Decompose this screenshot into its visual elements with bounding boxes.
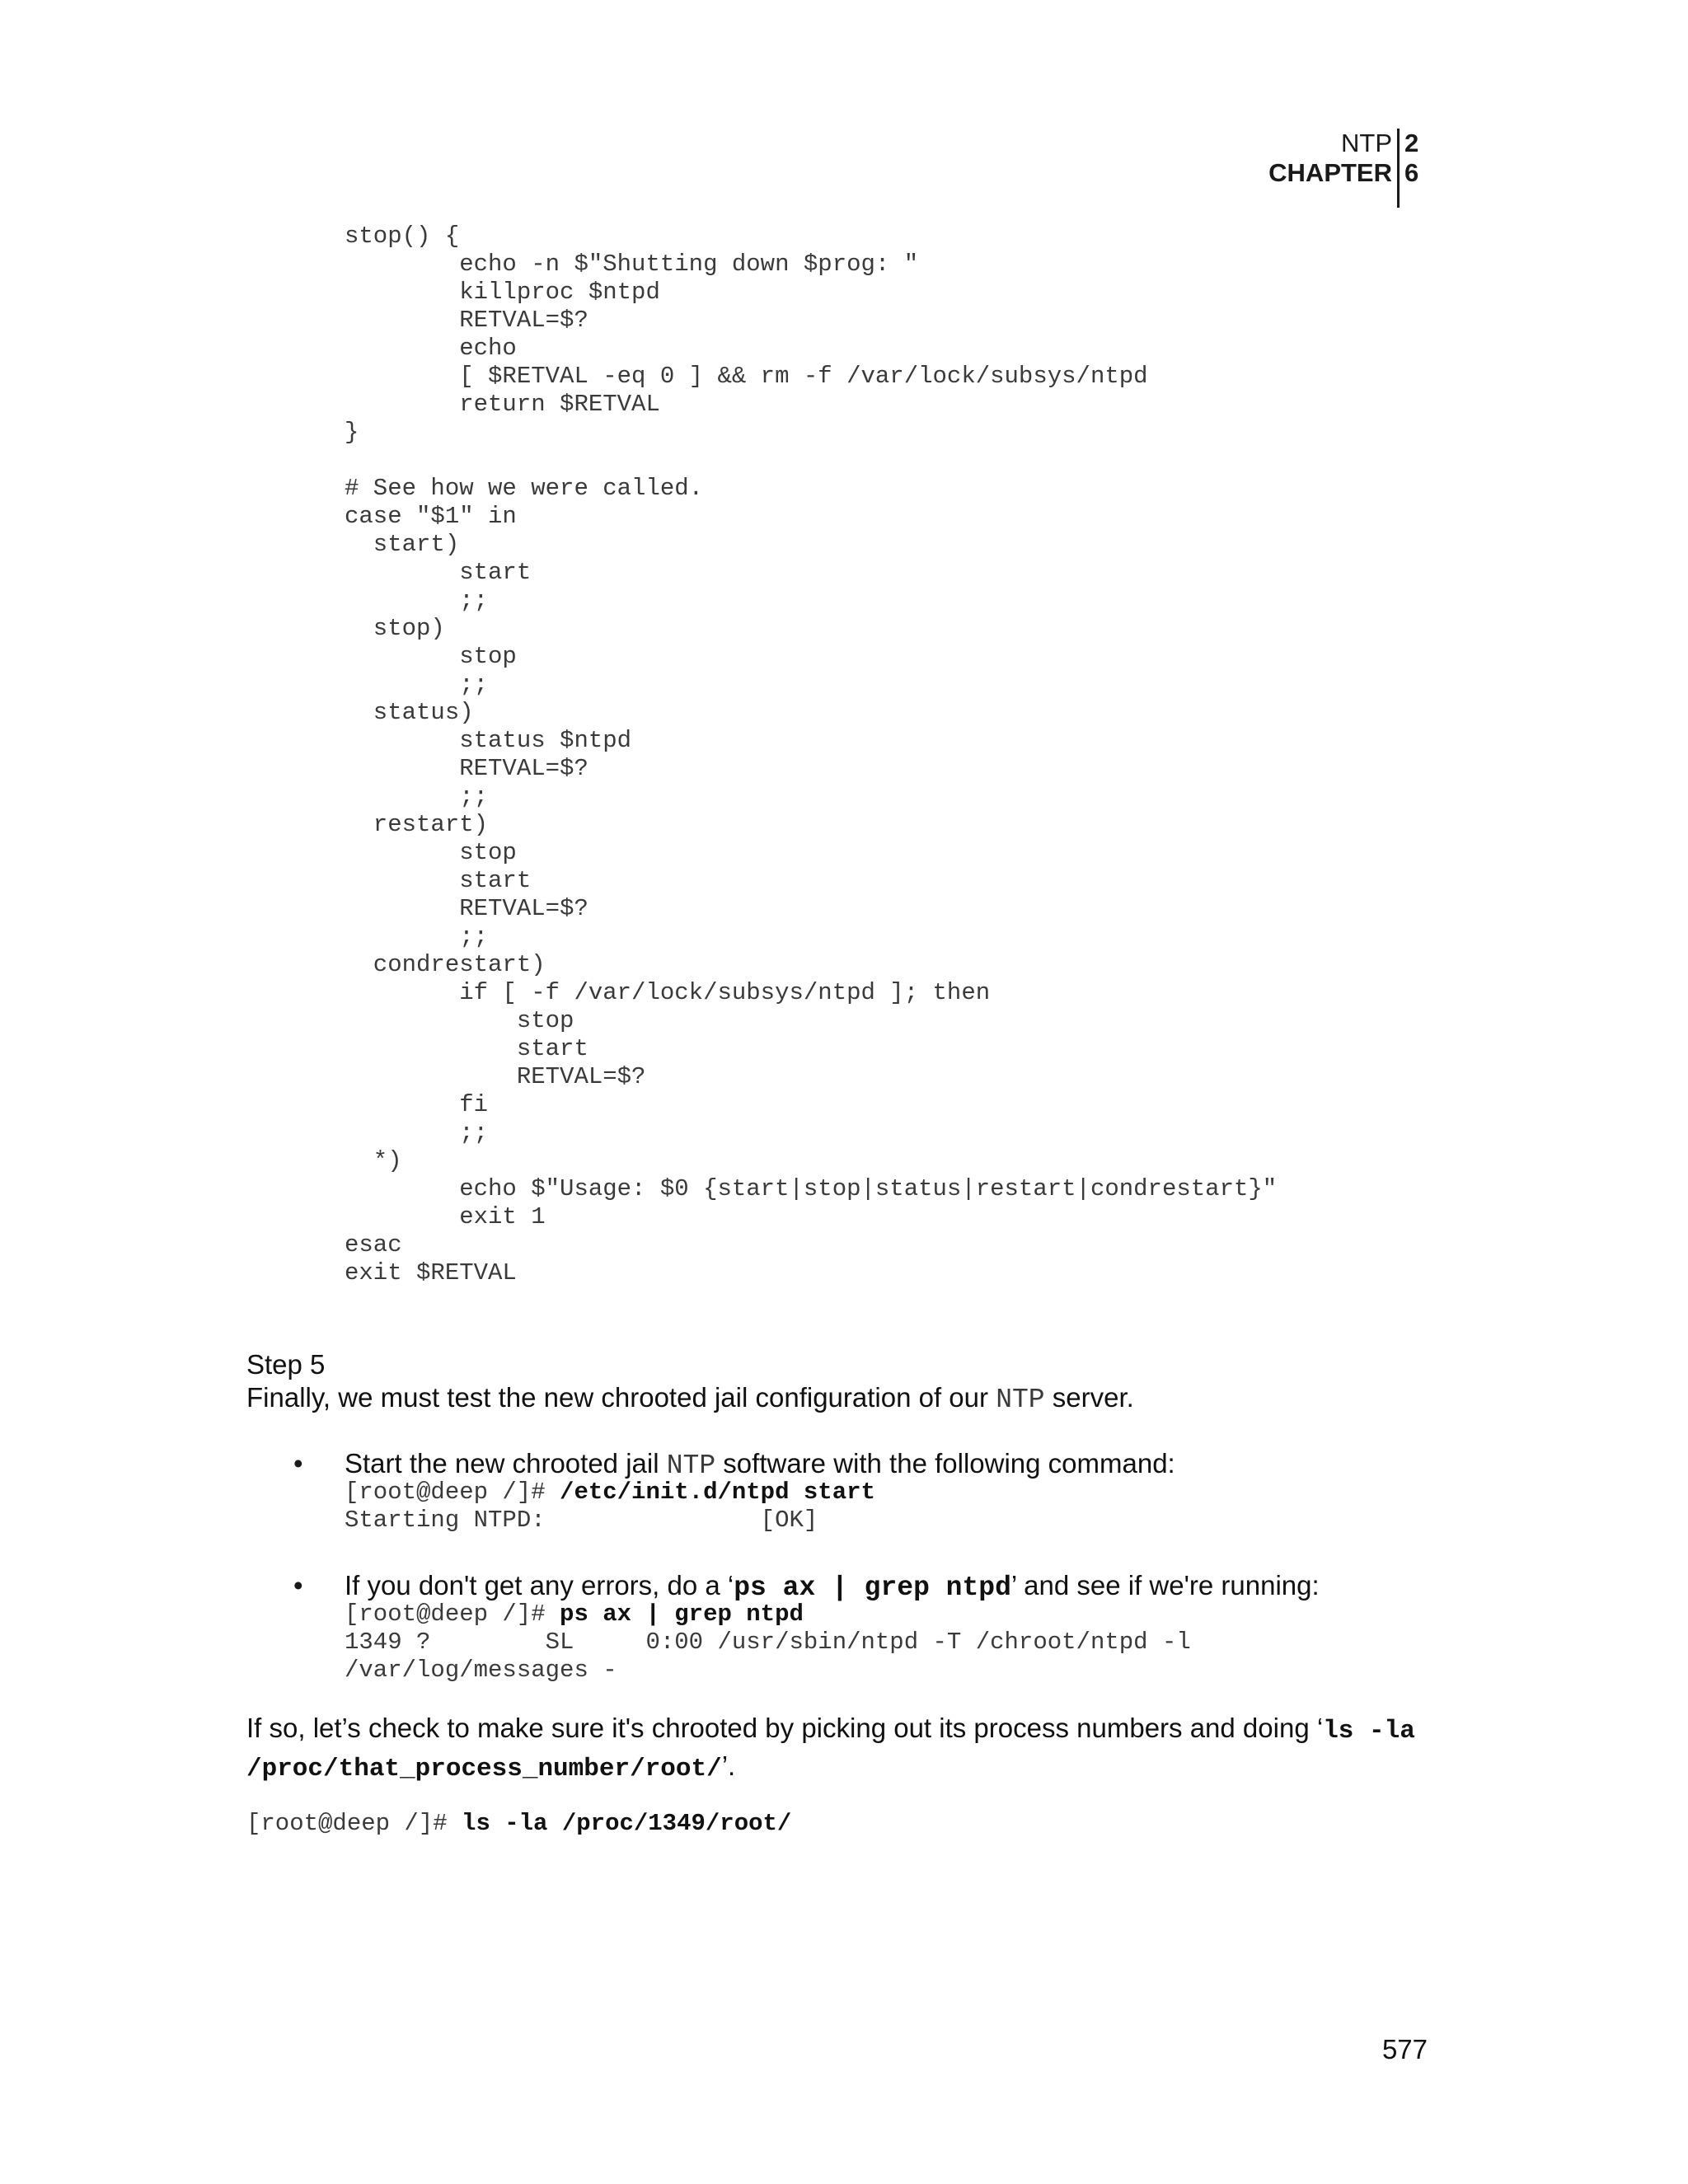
command-output-line: /var/log/messages -: [345, 1657, 617, 1684]
shell-prompt: [root@deep /]#: [246, 1810, 462, 1837]
header-section-row: [1098, 129, 1428, 158]
final-command-line: [246, 1810, 791, 1838]
code-listing: stop() { echo -n $"Shutting down $prog: " killproc $ntpd RETVAL=$? echo [ $RETVAL -eq 0 ] && rm -f /var/lock/subsys/ntpd return $RETVAL } # See how we were called. case "$1" in start) start ;; stop) stop ;; status) status $ntpd RETVAL=$? ;; restart) stop start RETVAL=$? ;; condrestart) if [ -f /var/lock/subsys/ntpd ]; then stop start RETVAL=$? fi ;; *) echo $"Usage: $0 {start|stop|status|restart|condrestart}" exit 1 esac exit $RETVAL: [345, 223, 1278, 1286]
command-line: [345, 1479, 875, 1507]
bullet-2-text-start: If you don't get any errors, do a ‘: [345, 1570, 734, 1601]
shell-command: /etc/init.d/ntpd start: [560, 1479, 875, 1506]
command-output-line: 1349 ? SL 0:00 /usr/sbin/ntpd -T /chroot/ntpd -l: [345, 1629, 1191, 1656]
header-chapter-row: [1098, 158, 1428, 208]
bullet-1-text-start: Start the new chrooted jail: [345, 1448, 667, 1479]
header-section: NTP: [1341, 129, 1392, 157]
shell-prompt: [root@deep /]#: [345, 1479, 560, 1506]
body-paragraph: [246, 1711, 1433, 1787]
shell-command: ps ax | grep ntpd: [560, 1601, 804, 1628]
header-chapter-label: CHAPTER: [1268, 158, 1392, 187]
bullet-1-text: [345, 1447, 1175, 1483]
bullet-1-text-end: software with the following command:: [715, 1448, 1175, 1479]
running-header: [1098, 129, 1428, 208]
step-intro: [246, 1381, 1134, 1417]
bullet-2-command-block: [345, 1601, 1191, 1685]
shell-prompt: [root@deep /]#: [345, 1601, 560, 1628]
step-intro-code: NTP: [996, 1385, 1045, 1415]
step-intro-text: Finally, we must test the new chrooted jail configuration of our: [246, 1382, 996, 1413]
header-chapter-number: 6: [1397, 158, 1428, 208]
command-output-line: Starting NTPD: [OK]: [345, 1507, 818, 1534]
paragraph-text-end: ’.: [721, 1750, 736, 1781]
bullet-2-text: [345, 1569, 1320, 1605]
paragraph-code: ls -la /proc/that_process_number/root/: [246, 1717, 1415, 1783]
page-number: 577: [1381, 2034, 1428, 2064]
bullet-1-code: NTP: [666, 1451, 716, 1481]
shell-command: ls -la /proc/1349/root/: [462, 1810, 792, 1837]
step-title: Step 5: [246, 1349, 326, 1380]
command-line: [345, 1601, 1191, 1629]
bullet-2-code: ps ax | grep ntpd: [734, 1572, 1011, 1603]
bullet-2-text-end: ’ and see if we're running:: [1010, 1570, 1320, 1601]
step-intro-text-end: server.: [1044, 1382, 1134, 1413]
bullet-marker: •: [293, 1448, 303, 1479]
paragraph-text-start: If so, let’s check to make sure it's chrooted by picking out its process numbers and doing ‘: [246, 1713, 1324, 1743]
header-section-number: 2: [1397, 129, 1428, 158]
bullet-1-command-block: [345, 1479, 875, 1535]
bullet-marker: •: [293, 1570, 303, 1601]
